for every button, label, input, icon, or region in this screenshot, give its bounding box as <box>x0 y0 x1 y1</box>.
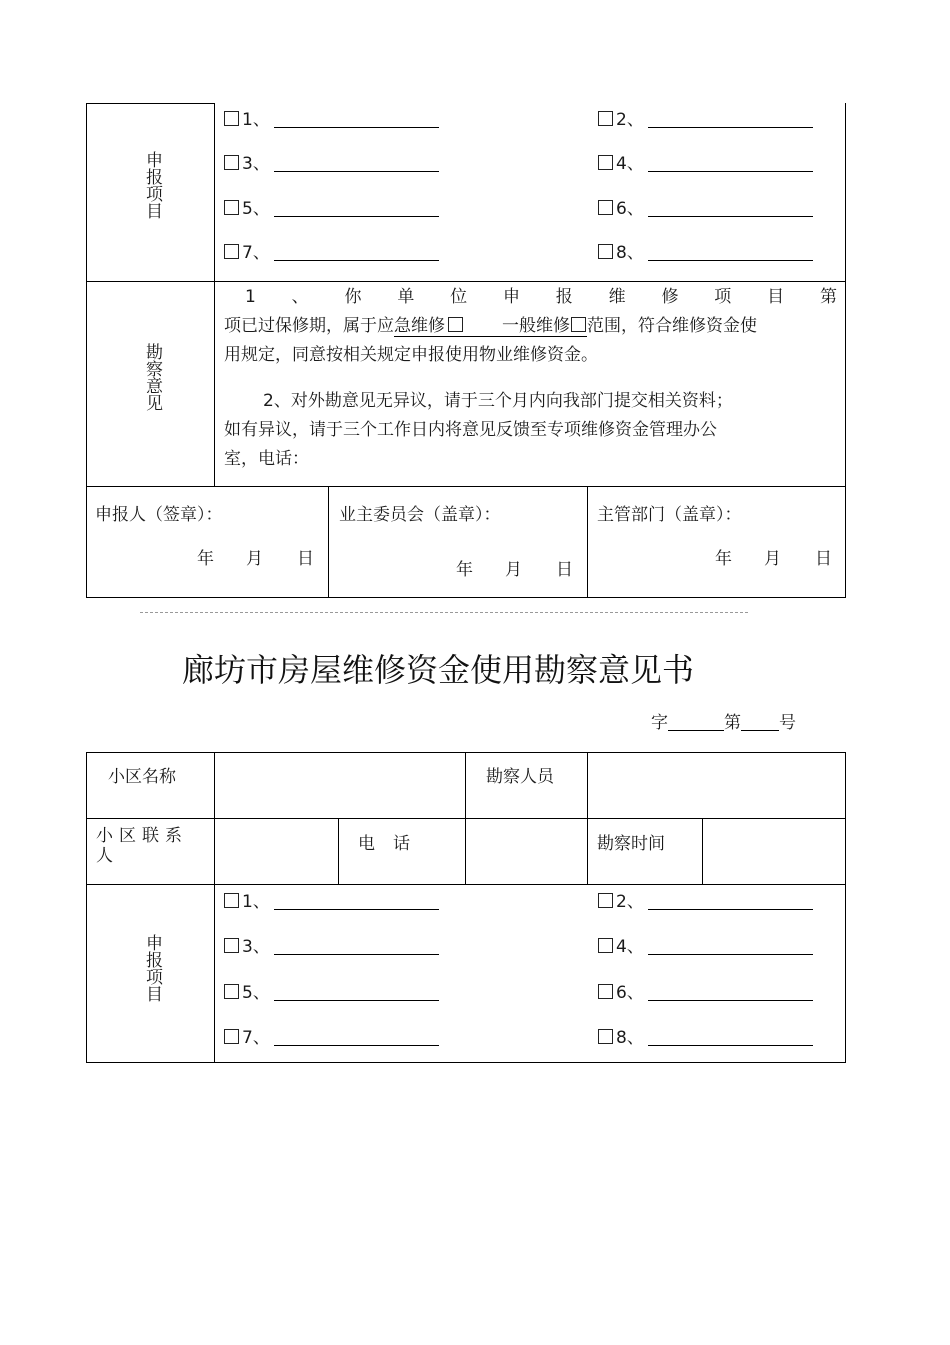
checkbox-icon[interactable] <box>598 244 613 259</box>
item-blank-line[interactable] <box>274 216 439 217</box>
item-number: 8、 <box>616 243 644 263</box>
day-label: 日 <box>556 560 573 580</box>
survey-paragraph-1-line-3: 用规定，同意按相关规定申报使用物业维修资金。 <box>224 345 598 365</box>
table-border-bottom <box>86 597 846 598</box>
checkbox-icon[interactable] <box>598 200 613 215</box>
community-name-field[interactable] <box>215 753 465 818</box>
item-number: 5、 <box>242 199 270 219</box>
survey-paragraph-2-line-3: 室，电话： <box>224 449 309 469</box>
ref-zi-blank[interactable] <box>668 712 724 731</box>
item-number: 6、 <box>616 983 644 1003</box>
surveyor-label: 勘察人员 <box>486 767 554 787</box>
item-checkbox-4[interactable] <box>598 937 644 957</box>
item-checkbox-4[interactable] <box>598 154 644 174</box>
checkbox-icon[interactable] <box>448 317 463 332</box>
community-contact-label: 小区联系人 <box>96 826 188 866</box>
survey-time-label: 勘察时间 <box>597 834 665 854</box>
checkbox-icon[interactable] <box>224 1029 239 1044</box>
survey-label <box>141 343 161 411</box>
general-repair-label: 一般维修 <box>502 316 570 336</box>
year-label: 年 <box>715 549 732 569</box>
day-label: 日 <box>815 549 832 569</box>
survey-word: 维 <box>608 287 626 307</box>
item-checkbox-6[interactable] <box>598 199 644 219</box>
item-checkbox-7[interactable] <box>224 243 270 263</box>
item-number: 4、 <box>616 154 644 174</box>
ref-hao: 号 <box>779 713 796 733</box>
applicant-date[interactable] <box>197 549 314 569</box>
column-divider-phone <box>338 818 339 885</box>
checkbox-icon[interactable] <box>224 938 239 953</box>
surveyor-field[interactable] <box>588 753 845 818</box>
document-reference <box>651 712 796 733</box>
survey-word: 修 <box>661 287 679 307</box>
table-border-right <box>845 103 846 598</box>
survey-paragraph-1-line-1 <box>245 287 837 307</box>
survey-word: 第 <box>819 287 837 307</box>
item-checkbox-2[interactable] <box>598 892 644 912</box>
item-number: 3、 <box>242 937 270 957</box>
phone-label: 电话 <box>358 834 428 854</box>
checkbox-icon[interactable] <box>224 200 239 215</box>
survey-text: 项已过保修期，属于应 <box>224 316 394 336</box>
checkbox-icon[interactable] <box>224 893 239 908</box>
items-label <box>141 151 161 219</box>
checkbox-icon[interactable] <box>224 155 239 170</box>
item-number: 7、 <box>242 1028 270 1048</box>
table-border-right <box>845 752 846 1063</box>
community-name-label: 小区名称 <box>108 767 176 787</box>
table-border-left <box>86 752 87 1063</box>
checkbox-icon[interactable] <box>224 984 239 999</box>
row-divider-items <box>86 281 846 282</box>
item-blank-line[interactable] <box>274 127 439 128</box>
signature-divider-1 <box>328 487 329 598</box>
table-border-bottom <box>86 1062 846 1063</box>
emergency-repair-option[interactable] <box>394 316 587 337</box>
survey-word: 单 <box>397 287 415 307</box>
item-checkbox-8[interactable] <box>598 243 644 263</box>
survey-paragraph-1-line-2 <box>224 316 757 336</box>
authority-date[interactable] <box>715 549 832 569</box>
year-label: 年 <box>197 549 214 569</box>
checkbox-icon[interactable] <box>598 893 613 908</box>
item-number: 2、 <box>616 892 644 912</box>
emergency-repair-label: 急维修 <box>394 316 445 336</box>
survey-word: 你 <box>344 287 362 307</box>
item-blank-line[interactable] <box>648 171 813 172</box>
checkbox-icon[interactable] <box>224 244 239 259</box>
checkbox-icon[interactable] <box>571 317 586 332</box>
item-number: 7、 <box>242 243 270 263</box>
survey-word: 、 <box>291 287 309 307</box>
item-checkbox-5[interactable] <box>224 199 270 219</box>
item-number: 3、 <box>242 154 270 174</box>
survey-text: 范围，符合维修资金使 <box>587 316 757 336</box>
item-checkbox-2[interactable] <box>598 110 644 130</box>
checkbox-icon[interactable] <box>598 111 613 126</box>
survey-paragraph-2-line-2: 如有异议，请于三个工作日内将意见反馈至专项维修资金管理办公 <box>224 420 717 440</box>
item-checkbox-3[interactable] <box>224 154 270 174</box>
survey-word: 目 <box>767 287 785 307</box>
table-border-top <box>86 103 215 104</box>
ref-di: 第 <box>724 713 741 733</box>
form-title: 廊坊市房屋维修资金使用勘察意见书 <box>181 651 694 689</box>
item-blank-line[interactable] <box>274 260 439 261</box>
survey-word: 报 <box>555 287 573 307</box>
item-checkbox-5[interactable] <box>224 983 270 1003</box>
survey-word: 1 <box>245 287 256 307</box>
item-blank-line[interactable] <box>648 216 813 217</box>
items-label-text: 申报项目 <box>142 934 162 1002</box>
item-number: 1、 <box>242 892 270 912</box>
checkbox-icon[interactable] <box>598 1029 613 1044</box>
item-blank-line[interactable] <box>648 954 813 955</box>
item-checkbox-1[interactable] <box>224 892 270 912</box>
item-blank-line[interactable] <box>648 1000 813 1001</box>
owners-committee-seal-label: 业主委员会（盖章）： <box>339 505 501 525</box>
checkbox-icon[interactable] <box>224 111 239 126</box>
item-checkbox-6[interactable] <box>598 983 644 1003</box>
item-blank-line[interactable] <box>274 171 439 172</box>
survey-paragraph-2-line-1: 2、对外勘意见无异议，请于三个月内向我部门提交相关资料； <box>263 391 733 411</box>
item-checkbox-8[interactable] <box>598 1028 644 1048</box>
item-blank-line[interactable] <box>274 954 439 955</box>
checkbox-icon[interactable] <box>598 155 613 170</box>
survey-time-field[interactable] <box>703 819 845 884</box>
item-blank-line[interactable] <box>274 909 439 910</box>
label-column-divider <box>214 103 215 487</box>
item-number: 2、 <box>616 110 644 130</box>
item-checkbox-1[interactable] <box>224 110 270 130</box>
signature-divider-2 <box>587 487 588 598</box>
item-number: 4、 <box>616 937 644 957</box>
month-label: 月 <box>764 549 781 569</box>
item-checkbox-3[interactable] <box>224 937 270 957</box>
authority-seal-label: 主管部门（盖章）： <box>597 505 742 525</box>
survey-label-text: 勘察意见 <box>142 343 162 411</box>
item-blank-line[interactable] <box>274 1045 439 1046</box>
item-checkbox-7[interactable] <box>224 1028 270 1048</box>
day-label: 日 <box>297 549 314 569</box>
year-label: 年 <box>456 560 473 580</box>
community-contact-field[interactable] <box>215 819 338 884</box>
survey-word: 位 <box>450 287 468 307</box>
item-blank-line[interactable] <box>274 1000 439 1001</box>
item-number: 5、 <box>242 983 270 1003</box>
phone-field[interactable] <box>466 819 587 884</box>
item-blank-line[interactable] <box>648 909 813 910</box>
applicant-signature-label: 申报人（签章）： <box>95 505 223 525</box>
ref-di-blank[interactable] <box>741 712 779 731</box>
items-label-text: 申报项目 <box>142 151 162 219</box>
item-number: 6、 <box>616 199 644 219</box>
row-divider-survey <box>86 486 846 487</box>
month-label: 月 <box>246 549 263 569</box>
table-border-left <box>86 103 87 598</box>
cut-line-divider <box>140 612 748 613</box>
month-label: 月 <box>505 560 522 580</box>
item-blank-line[interactable] <box>648 260 813 261</box>
survey-word: 申 <box>502 287 520 307</box>
item-number: 1、 <box>242 110 270 130</box>
item-number: 8、 <box>616 1028 644 1048</box>
item-blank-line[interactable] <box>648 1045 813 1046</box>
ref-zi: 字 <box>651 713 668 733</box>
item-blank-line[interactable] <box>648 127 813 128</box>
row-divider-2 <box>86 884 846 885</box>
items-label <box>141 934 161 1002</box>
survey-word: 项 <box>714 287 732 307</box>
checkbox-icon[interactable] <box>598 938 613 953</box>
checkbox-icon[interactable] <box>598 984 613 999</box>
owners-committee-date[interactable] <box>456 560 573 580</box>
